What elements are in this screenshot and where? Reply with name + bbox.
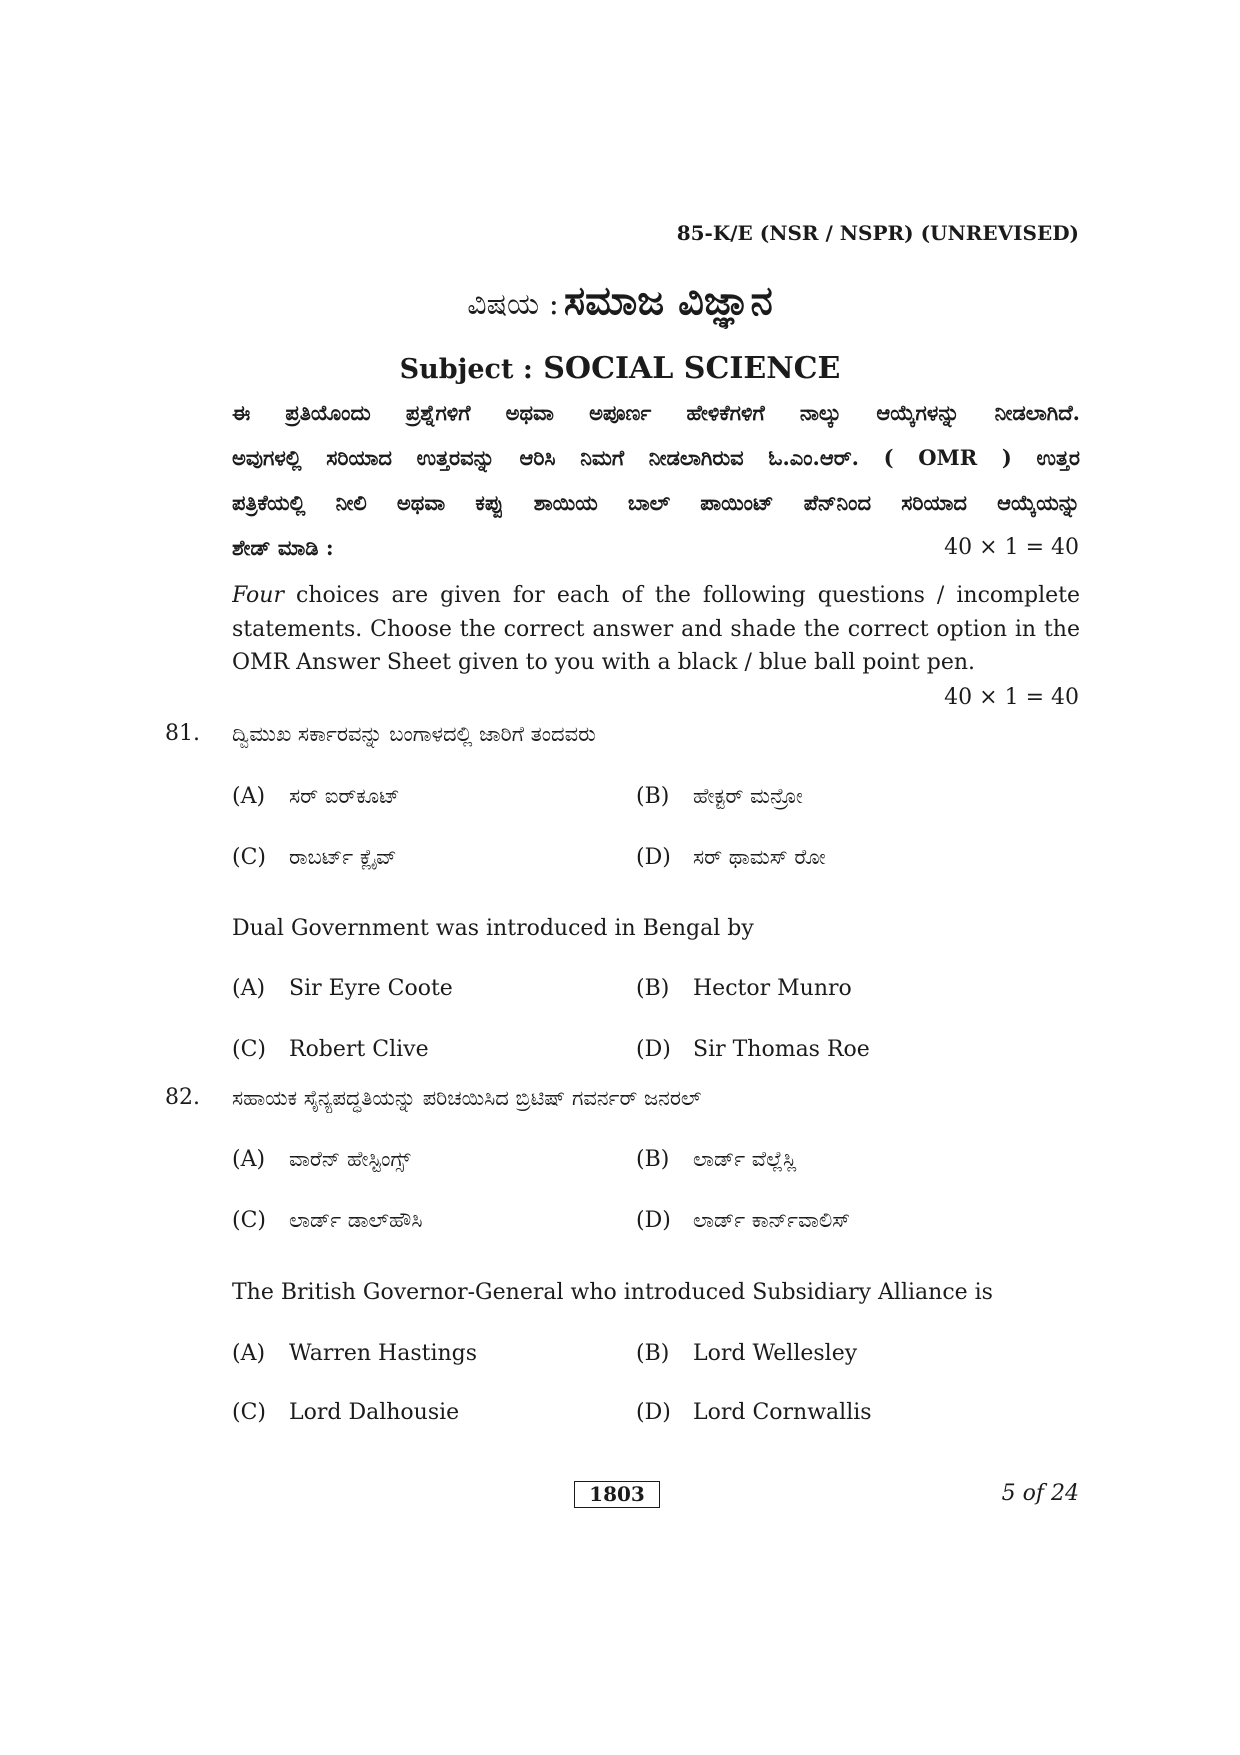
paper-code: 85-K/E (NSR / NSPR) (UNREVISED) (676, 221, 1079, 245)
option-a-kannada (232, 1144, 622, 1175)
option-label: (B) (636, 976, 670, 1001)
option-d-english (636, 1035, 1076, 1065)
kannada-instruction-line: ಈ ಪ್ರತಿಯೊಂದು ಪ್ರಶ್ನೆಗಳಿಗೆ ಅಥವಾ ಅಪೂರ್ಣ ಹೇಳಿಕೆಗಳಿಗೆ ನಾಲ್ಕು ಆಯ್ಕೆಗಳನ್ನು ನೀಡಲಾಗಿದೆ. (232, 400, 1080, 425)
option-b-english (636, 974, 1076, 1004)
option-text: Lord Cornwallis (693, 1400, 872, 1425)
option-text: ರಾಬರ್ಟ್ ಕ್ಲೈವ್ (289, 845, 397, 869)
option-text: ಲಾರ್ಡ್ ವೆಲ್ಲೆಸ್ಲಿ (693, 1147, 797, 1171)
option-label: (C) (232, 1037, 266, 1062)
question-text-kannada: ದ್ವಿಮುಖ ಸರ್ಕಾರವನ್ನು ಬಂಗಾಳದಲ್ಲಿ ಜಾರಿಗೆ ತಂದವರು (232, 722, 596, 746)
option-b-english (636, 1339, 1076, 1369)
option-text: ಲಾರ್ಡ್ ಡಾಲ್‌ಹೌಸಿ (289, 1208, 423, 1232)
option-label: (B) (636, 784, 670, 809)
option-label: (C) (232, 1400, 266, 1425)
option-text: Warren Hastings (289, 1341, 478, 1366)
option-text: ಹೇಕ್ಟರ್ ಮನ್ರೋ (693, 784, 803, 808)
option-text: Lord Wellesley (693, 1341, 858, 1366)
option-c-english (232, 1398, 622, 1428)
kannada-title-subject: ಸಮಾಜ ವಿಜ್ಞಾನ (563, 277, 773, 324)
option-text: ಸರ್ ಥಾಮಸ್ ರೋ (693, 845, 826, 869)
kannada-instruction-line: ಪತ್ರಿಕೆಯಲ್ಲಿ ನೀಲಿ ಅಥವಾ ಕಪ್ಪು ಶಾಯಿಯ ಬಾಲ್ ಪಾಯಿಂಟ್ ಪೆನ್‌ನಿಂದ ಸರಿಯಾದ ಆಯ್ಕೆಯನ್ನು (232, 490, 1080, 515)
option-text: ವಾರೆನ್ ಹೇಸ್ಟಿಂಗ್ಸ್ (289, 1147, 411, 1171)
page-number: 5 of 24 (1001, 1481, 1079, 1506)
option-label: (C) (232, 845, 266, 870)
question-text-kannada: ಸಹಾಯಕ ಸೈನ್ಯಪದ್ಧತಿಯನ್ನು ಪರಿಚಯಿಸಿದ ಬ್ರಿಟಿಷ್ ಗವರ್ನರ್ ಜನರಲ್ (232, 1086, 702, 1110)
english-instruction-line (232, 581, 1080, 611)
kannada-instruction-line: ಶೇಡ್ ಮಾಡಿ : (232, 535, 334, 560)
option-label: (C) (232, 1208, 266, 1233)
kannada-title (0, 277, 1240, 333)
option-label: (D) (636, 1037, 671, 1062)
option-a-english (232, 974, 622, 1004)
option-c-english (232, 1035, 622, 1065)
option-text: Sir Thomas Roe (693, 1037, 870, 1062)
question-number: 81. (165, 721, 200, 746)
question-text-english: The British Governor-General who introduced Subsidiary Alliance is (232, 1280, 993, 1305)
option-label: (A) (232, 1147, 266, 1172)
option-label: (D) (636, 845, 671, 870)
option-text: Sir Eyre Coote (289, 976, 453, 1001)
option-label: (A) (232, 1341, 266, 1366)
english-title-subject: SOCIAL SCIENCE (543, 351, 841, 386)
option-b-kannada (636, 1144, 1076, 1175)
option-text: ಸರ್ ಐರ್‌ಕೂಟ್ (289, 784, 400, 808)
option-d-kannada (636, 1205, 1076, 1236)
option-d-english (636, 1398, 1076, 1428)
option-text: Robert Clive (289, 1037, 429, 1062)
option-d-kannada (636, 842, 1076, 873)
option-label: (D) (636, 1400, 671, 1425)
kannada-marks: 40 × 1 = 40 (944, 535, 1079, 560)
option-text: ಲಾರ್ಡ್ ಕಾರ್ನ್‌ವಾಲಿಸ್ (693, 1208, 851, 1232)
option-c-kannada (232, 1205, 622, 1236)
option-a-english (232, 1339, 622, 1369)
english-title (0, 349, 1240, 390)
english-title-label: Subject : (399, 354, 533, 385)
english-instruction-line: OMR Answer Sheet given to you with a black / blue ball point pen. (232, 650, 976, 675)
option-a-kannada (232, 781, 622, 812)
english-instruction-line: statements. Choose the correct answer and shade the correct option in the (232, 617, 1080, 642)
question-number: 82. (165, 1085, 200, 1110)
option-c-kannada (232, 842, 622, 873)
option-label: (A) (232, 784, 266, 809)
option-label: (D) (636, 1208, 671, 1233)
option-b-kannada (636, 781, 1076, 812)
option-text: Hector Munro (693, 976, 852, 1001)
kannada-instruction-line: ಅವುಗಳಲ್ಲಿ ಸರಿಯಾದ ಉತ್ತರವನ್ನು ಆರಿಸಿ ನಿಮಗೆ ನೀಡಲಾಗಿರುವ ಓ.ಎಂ.ಆರ್. ( OMR ) ಉತ್ತರ (232, 445, 1080, 470)
option-label: (B) (636, 1341, 670, 1366)
instruction-line-text: choices are given for each of the following questions / incomplete (296, 583, 1080, 608)
footer-code-box: 1803 (574, 1481, 660, 1508)
option-label: (A) (232, 976, 266, 1001)
kannada-title-label: ವಿಷಯ : (467, 287, 559, 322)
option-label: (B) (636, 1147, 670, 1172)
question-text-english: Dual Government was introduced in Bengal by (232, 916, 754, 941)
english-marks: 40 × 1 = 40 (944, 685, 1079, 710)
instruction-lead-word: Four (232, 583, 284, 608)
option-text: Lord Dalhousie (289, 1400, 460, 1425)
